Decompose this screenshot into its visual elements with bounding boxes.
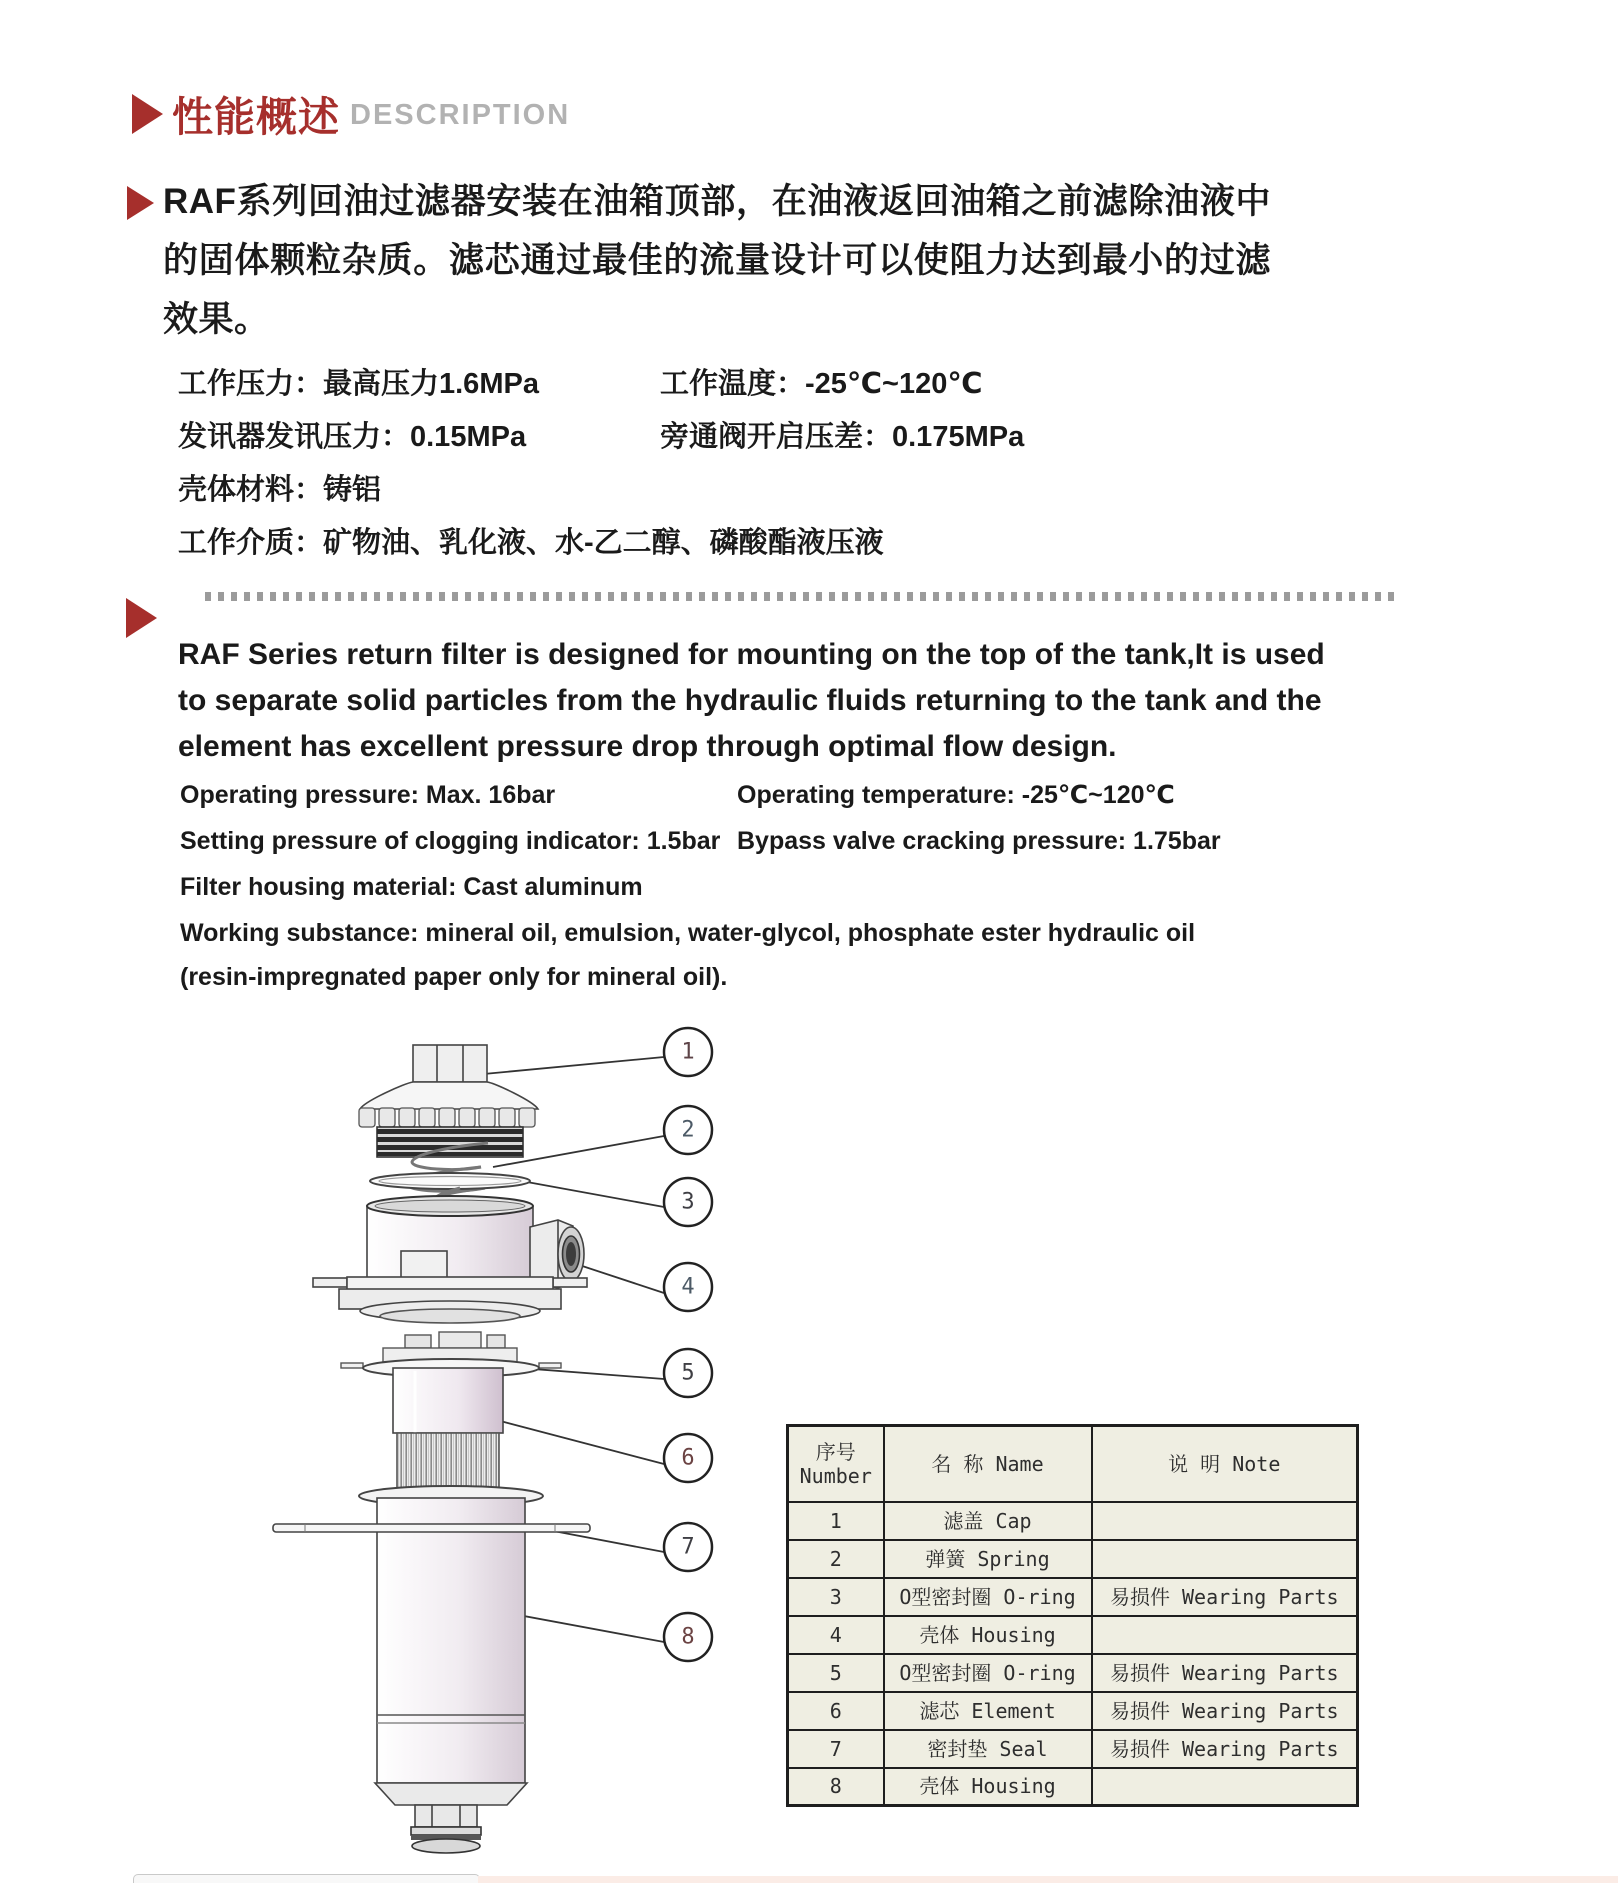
part-housing-head (313, 1196, 587, 1323)
cell-name: O型密封圈 O-ring (884, 1654, 1092, 1692)
cell-name: O型密封圈 O-ring (884, 1578, 1092, 1616)
spec-zh-bypass: 旁通阀开启压差：0.175MPa (660, 421, 1025, 453)
col-header-number (788, 1426, 884, 1502)
cell-number: 8 (788, 1768, 884, 1806)
specs-en (180, 772, 1221, 998)
part-housing-body (359, 1486, 543, 1853)
divider-arrow-icon (126, 598, 157, 638)
part-seal (273, 1524, 590, 1532)
table-row (788, 1540, 1358, 1578)
footer-sliver-left (133, 1874, 480, 1883)
cell-name: 壳体 Housing (884, 1768, 1092, 1806)
callout-number: 8 (681, 1624, 695, 1650)
cell-name: 滤盖 Cap (884, 1502, 1092, 1540)
callout-number: 1 (681, 1039, 695, 1065)
spec-zh-material: 壳体材料：铸铝 (178, 474, 382, 506)
table-row (788, 1768, 1358, 1806)
spec-en-medium: Working substance: mineral oil, emulsion, water-glycol, phosphate ester hydraulic oil (180, 919, 1196, 947)
cell-number: 5 (788, 1654, 884, 1692)
spec-en-bypass: Bypass valve cracking pressure: 1.75bar (737, 827, 1221, 855)
spec-en-medium-note: (resin-impregnated paper only for mineral oil). (180, 963, 728, 991)
spec-zh-indicator: 发讯器发讯压力：0.15MPa (178, 421, 527, 453)
parts-table (786, 1424, 1359, 1807)
callout-number: 2 (681, 1117, 695, 1143)
col-header-number-en: Number (799, 1463, 872, 1488)
table-row (788, 1692, 1358, 1730)
cell-note (1092, 1768, 1358, 1806)
callout-number: 6 (681, 1445, 695, 1471)
section-arrow-icon (132, 94, 163, 134)
cell-name: 弹簧 Spring (884, 1540, 1092, 1578)
specs-zh (178, 358, 1024, 570)
cell-number: 4 (788, 1616, 884, 1654)
cell-number: 7 (788, 1730, 884, 1768)
intro-en-line: RAF Series return filter is designed for mounting on the top of the tank,It is used (178, 638, 1325, 671)
parts-table-header-row (788, 1426, 1358, 1502)
table-row (788, 1730, 1358, 1768)
table-row (788, 1578, 1358, 1616)
exploded-view-diagram (255, 1015, 725, 1875)
intro-en-line: to separate solid particles from the hydraulic fluids returning to the tank and the (178, 684, 1322, 717)
cell-note (1092, 1616, 1358, 1654)
cell-name: 壳体 Housing (884, 1616, 1092, 1654)
intro-paragraph-zh: RAF系列回油过滤器安装在油箱顶部，在油液返回油箱之前滤除油液中的固体颗粒杂质。滤芯通过最佳的流量设计可以使阻力达到最小的过滤效果。 (163, 182, 1271, 339)
cell-name: 密封垫 Seal (884, 1730, 1092, 1768)
spec-zh-medium: 工作介质：矿物油、乳化液、水-乙二醇、磷酸酯液压液 (178, 527, 884, 559)
table-row (788, 1502, 1358, 1540)
callout-number: 7 (681, 1534, 695, 1560)
col-header-number-zh: 序号 (815, 1439, 856, 1464)
cell-number: 3 (788, 1578, 884, 1616)
spec-zh-temperature: 工作温度：-25℃~120℃ (660, 368, 983, 400)
cell-number: 1 (788, 1502, 884, 1540)
cell-name: 滤芯 Element (884, 1692, 1092, 1730)
cell-note: 易损件 Wearing Parts (1092, 1578, 1358, 1616)
cell-number: 6 (788, 1692, 884, 1730)
section-title-en: DESCRIPTION (350, 99, 571, 131)
spec-en-material: Filter housing material: Cast aluminum (180, 873, 643, 901)
table-row (788, 1616, 1358, 1654)
intro-paragraph-en (178, 632, 1325, 770)
callout-balloons (664, 1028, 712, 1661)
spec-en-pressure: Operating pressure: Max. 16bar (180, 781, 556, 809)
footer-sliver-right (478, 1876, 1618, 1883)
callout-number: 5 (681, 1360, 695, 1386)
spec-zh-pressure: 工作压力：最高压力1.6MPa (178, 368, 539, 400)
col-header-name: 名 称 Name (884, 1426, 1092, 1502)
cell-note (1092, 1502, 1358, 1540)
cell-number: 2 (788, 1540, 884, 1578)
col-header-note: 说 明 Note (1092, 1426, 1358, 1502)
table-row (788, 1654, 1358, 1692)
cell-note (1092, 1540, 1358, 1578)
spec-en-temperature: Operating temperature: -25℃~120℃ (737, 781, 1175, 809)
dotted-divider (205, 592, 1395, 601)
intro-en-line: element has excellent pressure drop through optimal flow design. (178, 730, 1117, 763)
callout-number: 3 (681, 1189, 695, 1215)
cell-note: 易损件 Wearing Parts (1092, 1730, 1358, 1768)
spec-en-indicator: Setting pressure of clogging indicator: 1.5bar (180, 827, 721, 855)
cell-note: 易损件 Wearing Parts (1092, 1654, 1358, 1692)
cell-note: 易损件 Wearing Parts (1092, 1692, 1358, 1730)
section-title-zh: 性能概述 (172, 94, 340, 140)
part-element (393, 1368, 503, 1495)
callout-number: 4 (681, 1274, 695, 1300)
part-cap (359, 1045, 538, 1157)
paragraph-arrow-icon (127, 186, 154, 220)
